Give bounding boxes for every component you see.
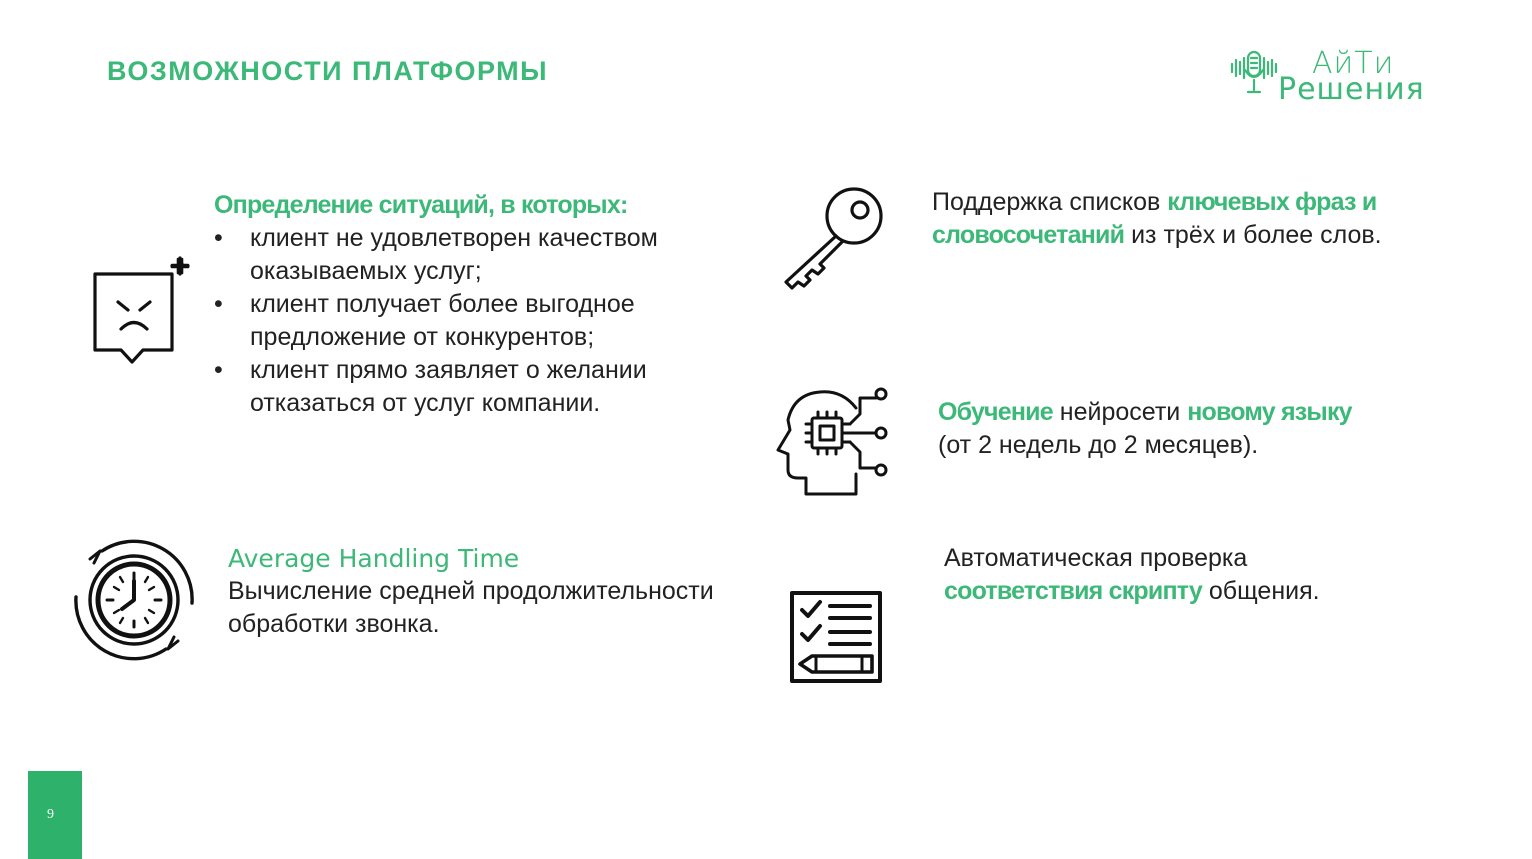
aht-heading: Average Handling Time — [228, 544, 520, 573]
angry-speech-bubble-icon — [88, 254, 200, 368]
company-logo — [1228, 46, 1448, 106]
script-check-text-before: Автоматическая проверка — [944, 544, 1248, 572]
learning-text-after: (от 2 недель до 2 месяцев). — [938, 431, 1259, 459]
script-check-text-after: общения. — [1201, 577, 1320, 605]
situations-heading: Определение ситуаций, в которых: — [214, 191, 628, 219]
learning-highlight-1: Обучение — [938, 398, 1053, 426]
learning-highlight-2: новому языку — [1187, 398, 1352, 426]
aht-text: Вычисление средней продолжительности обработки звонка. — [228, 577, 714, 638]
logo-text-line2: Решения — [1278, 72, 1425, 107]
aht-block — [228, 542, 748, 641]
clock-cycle-icon — [70, 537, 198, 663]
ai-head-chip-icon — [772, 384, 896, 500]
list-item: • клиент не удовлетворен качеством оказываемых услуг; — [214, 222, 734, 288]
page-number: 9 — [47, 807, 54, 822]
key-icon — [778, 184, 888, 290]
list-item: • клиент прямо заявляет о желании отказаться от услуг компании. — [214, 354, 734, 420]
microphone-soundwave-icon — [1228, 48, 1284, 104]
list-item: • клиент получает более выгодное предложение от конкурентов; — [214, 288, 734, 354]
situations-list — [214, 222, 734, 420]
keywords-text-after: из трёх и более слов. — [1124, 221, 1382, 249]
keywords-block — [932, 186, 1402, 252]
learning-text-middle: нейросети — [1052, 398, 1188, 426]
page-number-badge — [28, 771, 82, 859]
keywords-highlight: ключевых фраз и словосочетаний — [932, 188, 1377, 249]
checklist-icon — [788, 590, 884, 684]
situations-block — [214, 189, 734, 420]
script-check-highlight: соответствия скрипту — [944, 577, 1202, 605]
keywords-text-before: Поддержка списков — [932, 188, 1168, 216]
script-check-block — [944, 542, 1404, 608]
learning-block — [938, 396, 1408, 462]
logo-text-line1: АйТи — [1312, 46, 1395, 81]
slide-title: ВОЗМОЖНОСТИ ПЛАТФОРМЫ — [107, 56, 549, 86]
